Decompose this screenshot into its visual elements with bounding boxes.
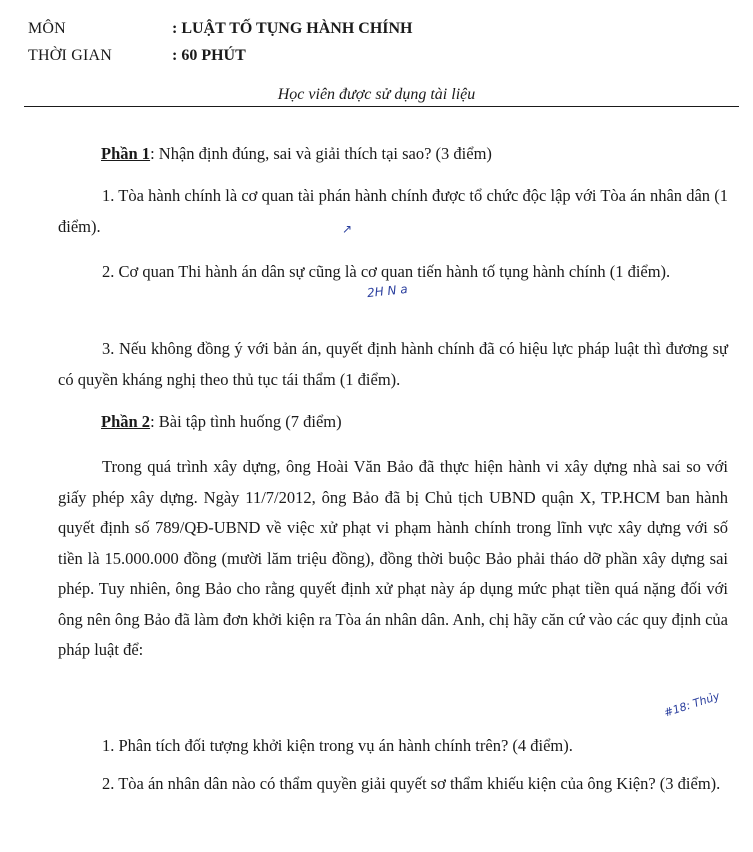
part2-label: Phần 2: [101, 412, 151, 431]
part1-item-2: 2. Cơ quan Thi hành án dân sự cũng là cơ quan tiến hành tố tụng hành chính (1 điểm).: [102, 262, 671, 281]
part2-question-1: 1. Phân tích đối tượng khởi kiện trong vụ án hành chính trên? (4 điểm).: [102, 736, 573, 755]
handwritten-note-2: #18: Thủy: [662, 689, 722, 720]
materials-note: Học viên được sử dụng tài liệu: [277, 86, 476, 103]
time-label: THỜI GIAN: [28, 47, 113, 64]
part1-item-1: 1. Tòa hành chính là cơ quan tài phán hành chính được tổ chức độc lập với Tòa án nhân dân (1 điểm).: [58, 186, 728, 236]
handwritten-note-1: 2H N a: [366, 281, 409, 301]
part1-title: : Nhận định đúng, sai và giải thích tại sao? (3 điểm): [150, 144, 492, 163]
subject-label: MÔN: [28, 20, 66, 37]
part2-question-2: 2. Tòa án nhân dân nào có thẩm quyền giải quyết sơ thẩm khiếu kiện của ông Kiện? (3 điểm).: [102, 774, 721, 793]
header-divider: [24, 106, 739, 107]
subject-value: : LUẬT TỐ TỤNG HÀNH CHÍNH: [172, 20, 413, 37]
pen-mark: ↗: [342, 222, 353, 236]
part2-scenario: Trong quá trình xây dựng, ông Hoài Văn Bảo đã thực hiện hành vi xây dựng nhà sai so với giấy phép xây dựng. Ngày 11/7/2012, ông Bảo đã bị Chủ tịch UBND quận X, TP.HCM ban hành quyết định số 789/QĐ-UBND về việc xử phạt vi phạm hành chính trong lĩnh vực xây dựng với số tiền là 15.000.000 đồng (mười lăm triệu đồng), đồng thời buộc Bảo phải tháo dỡ phần xây dựng sai phép. Tuy nhiên, ông Bảo cho rằng quyết định xử phạt này áp dụng mức phạt tiền quá nặng đối với ông nên ông Bảo đã làm đơn khởi kiện ra Tòa án nhân dân. Anh, chị hãy căn cứ vào các quy định của pháp luật để:: [58, 457, 728, 659]
part2-title: : Bài tập tình huống (7 điểm): [150, 412, 342, 431]
part1-heading: [101, 144, 492, 164]
part1-label: Phần 1: [101, 144, 151, 163]
time-value: : 60 PHÚT: [172, 47, 246, 64]
part2-heading: [101, 412, 342, 432]
part1-item-3: 3. Nếu không đồng ý với bản án, quyết định hành chính đã có hiệu lực pháp luật thì đương sự có quyền kháng nghị theo thủ tục tái thẩm (1 điểm).: [58, 339, 728, 389]
